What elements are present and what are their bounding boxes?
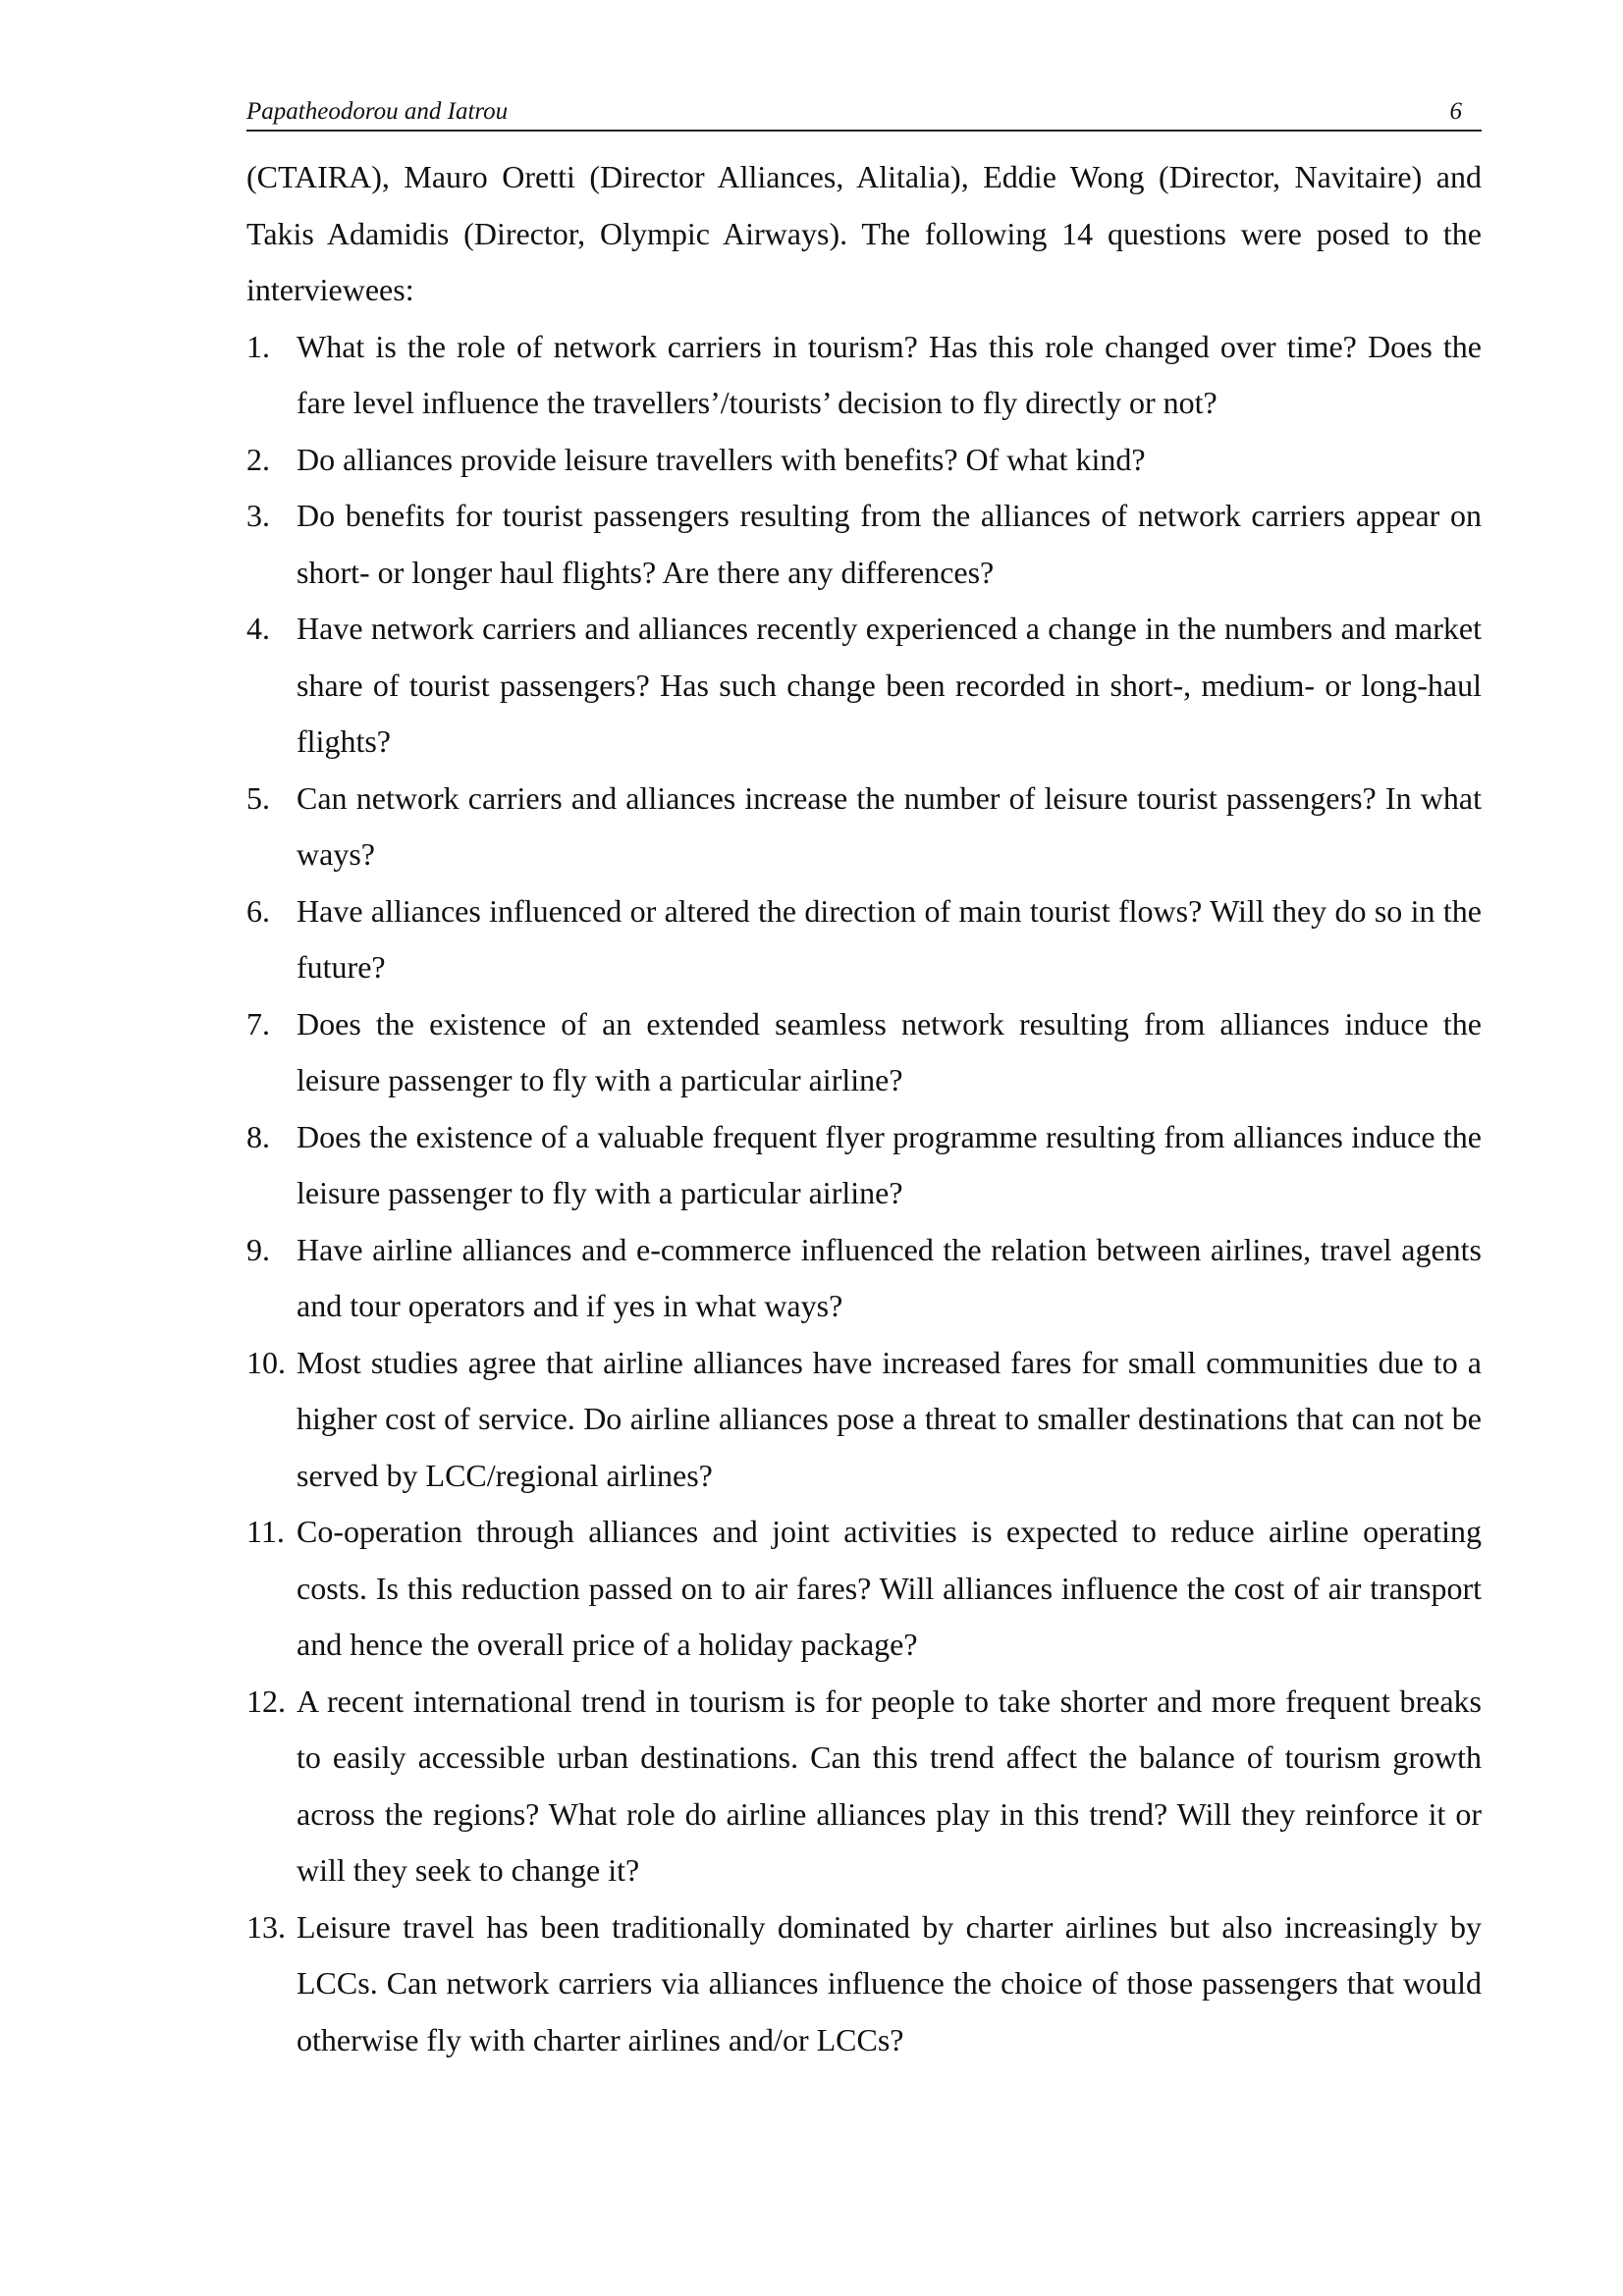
question-text: Can network carriers and alliances increase the number of leisure tourist passengers? In what ways? <box>297 779 1482 872</box>
question-number: 9. <box>246 1231 270 1267</box>
question-text: Co-operation through alliances and joint activities is expected to reduce airline operating costs. Is this reduction passed on to air fares? Will alliances influence the cost of air transport and hence the overall price of a holiday package? <box>297 1514 1482 1662</box>
question-item <box>246 1335 1482 1505</box>
question-text: Do alliances provide leisure travellers with benefits? Of what kind? <box>297 441 1146 477</box>
question-item <box>246 883 1482 996</box>
question-number: 4. <box>246 611 270 646</box>
question-text: What is the role of network carriers in tourism? Has this role changed over time? Does the fare level influence the travellers’/tourists’ decision to fly directly or not? <box>297 328 1482 420</box>
question-item <box>246 319 1482 432</box>
question-number: 11. <box>246 1514 285 1549</box>
question-text: Does the existence of an extended seamless network resulting from alliances induce the leisure passenger to fly with a particular airline? <box>297 1005 1482 1097</box>
question-number: 8. <box>246 1118 270 1154</box>
question-item <box>246 1222 1482 1335</box>
question-item <box>246 1109 1482 1222</box>
question-item <box>246 1899 1482 2069</box>
question-text: A recent international trend in tourism is for people to take shorter and more frequent breaks to easily accessible urban destinations. Can this trend affect the balance of tourism growth across the regions? What role do airline alliances play in this trend? Will they reinforce it or will they seek to change it? <box>297 1682 1482 1888</box>
question-number: 2. <box>246 441 270 477</box>
intro-paragraph: (CTAIRA), Mauro Oretti (Director Alliances, Alitalia), Eddie Wong (Director, Navitaire) and Takis Adamidis (Director, Olympic Airways). The following 14 questions were posed to the interviewees: <box>246 159 1482 307</box>
question-number: 5. <box>246 779 270 816</box>
question-item <box>246 488 1482 601</box>
question-text: Have alliances influenced or altered the direction of main tourist flows? Will they do so in the future? <box>297 892 1482 985</box>
question-item <box>246 601 1482 771</box>
question-item <box>246 1674 1482 1899</box>
question-number: 3. <box>246 498 270 533</box>
running-header <box>246 94 1482 132</box>
question-text: Have network carriers and alliances recently experienced a change in the numbers and market share of tourist passengers? Has such change been recorded in short-, medium- or long-haul flights? <box>297 611 1482 759</box>
header-authors: Papatheodorou and Iatrou <box>246 98 509 125</box>
question-item <box>246 996 1482 1109</box>
question-number: 7. <box>246 1005 270 1041</box>
question-text: Do benefits for tourist passengers resulting from the alliances of network carriers appear on short- or longer haul flights? Are there any differences? <box>297 498 1482 590</box>
question-text: Does the existence of a valuable frequent flyer programme resulting from alliances induce the leisure passenger to fly with a particular airline? <box>297 1118 1482 1210</box>
question-number: 6. <box>246 892 270 929</box>
question-number: 10. <box>246 1344 286 1380</box>
question-item <box>246 1504 1482 1674</box>
question-item <box>246 771 1482 883</box>
question-text: Have airline alliances and e-commerce influenced the relation between airlines, travel agents and tour operators and if yes in what ways? <box>297 1231 1482 1323</box>
question-item <box>246 432 1482 489</box>
question-number: 12. <box>246 1682 286 1719</box>
question-list <box>246 319 1482 2069</box>
question-text: Most studies agree that airline alliances have increased fares for small communities due to a higher cost of service. Do airline alliances pose a threat to smaller destinations that can not be served by LCC/regional airlines? <box>297 1344 1482 1493</box>
question-number: 1. <box>246 328 270 364</box>
question-text: Leisure travel has been traditionally dominated by charter airlines but also increasingly by LCCs. Can network carriers via alliances influence the choice of those passengers that would otherwise fly with charter airlines and/or LCCs? <box>297 1908 1482 2057</box>
page-number: 6 <box>1449 98 1462 125</box>
page-body <box>246 149 1482 2068</box>
question-number: 13. <box>246 1908 286 1945</box>
